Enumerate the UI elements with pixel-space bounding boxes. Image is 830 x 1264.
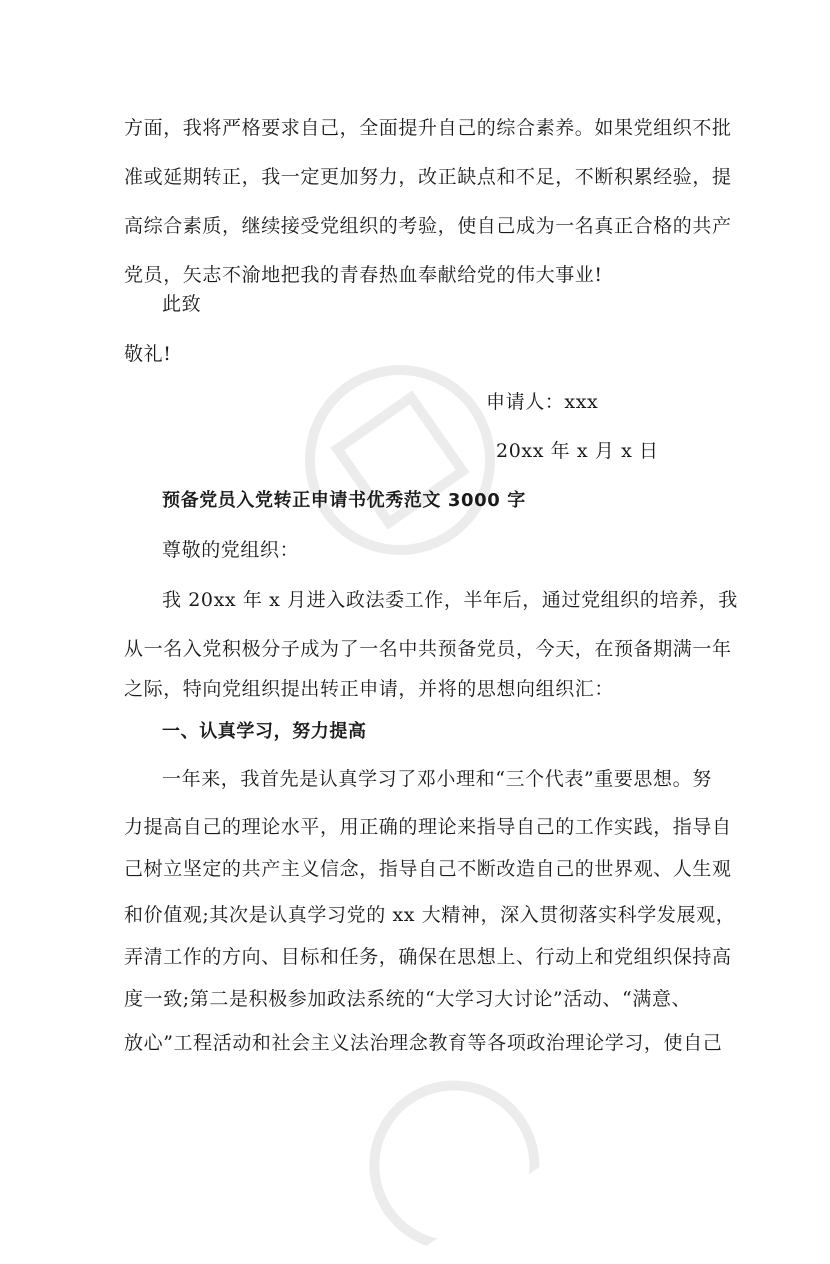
paragraph-line: 之际，特向党组织提出转正申请，并将的思想向组织汇： xyxy=(124,678,615,700)
paragraph-line: 和价值观;其次是认真学习党的 xx 大精神，深入贯彻落实科学发展观， xyxy=(124,904,736,926)
section-heading: 一、认真学习，努力提高 xyxy=(162,721,367,742)
watermark-graphic-bottom xyxy=(315,1026,565,1264)
paragraph-line: 力提高自己的理论水平，用正确的理论来指导自己的工作实践，指导自 xyxy=(124,816,732,838)
paragraph-line: 党员，矢志不渝地把我的青春热血奉献给党的伟大事业! xyxy=(124,264,603,286)
paragraph-line: 弄清工作的方向、目标和任务，确保在思想上、行动上和党组织保持高 xyxy=(124,946,732,968)
salute-text: 敬礼! xyxy=(124,343,172,365)
paragraph-line: 一年来，我首先是认真学习了邓小理和“三个代表”重要思想。努 xyxy=(162,768,712,790)
paragraph-line: 从一名入党积极分子成为了一名中共预备党员，今天，在预备期满一年 xyxy=(124,638,732,660)
greeting: 尊敬的党组织： xyxy=(162,539,300,561)
paragraph-line: 高综合素质，继续接受党组织的考验，使自己成为一名真正合格的共产 xyxy=(124,215,732,237)
applicant-signature: 申请人：xxx xyxy=(486,391,599,413)
paragraph-line: 方面，我将严格要求自己，全面提升自己的综合素养。如果党组织不批 xyxy=(124,117,732,139)
document-title: 预备党员入党转正申请书优秀范文 3000 字 xyxy=(162,490,526,511)
application-date: 20xx 年 x 月 x 日 xyxy=(496,440,659,462)
closing-text: 此致 xyxy=(162,293,202,315)
paragraph-line: 我 20xx 年 x 月进入政法委工作，半年后，通过党组织的培养，我 xyxy=(162,589,738,611)
paragraph-line: 度一致;第二是积极参加政法系统的“大学习大讨论”活动、“满意、 xyxy=(124,988,692,1010)
paragraph-line: 准或延期转正，我一定更加努力，改正缺点和不足，不断积累经验，提 xyxy=(124,166,732,188)
paragraph-line: 放心”工程活动和社会主义法治理念教育等各项政治理论学习，使自己 xyxy=(124,1032,723,1054)
paragraph-line: 己树立坚定的共产主义信念，指导自己不断改造自己的世界观、人生观 xyxy=(124,858,732,880)
